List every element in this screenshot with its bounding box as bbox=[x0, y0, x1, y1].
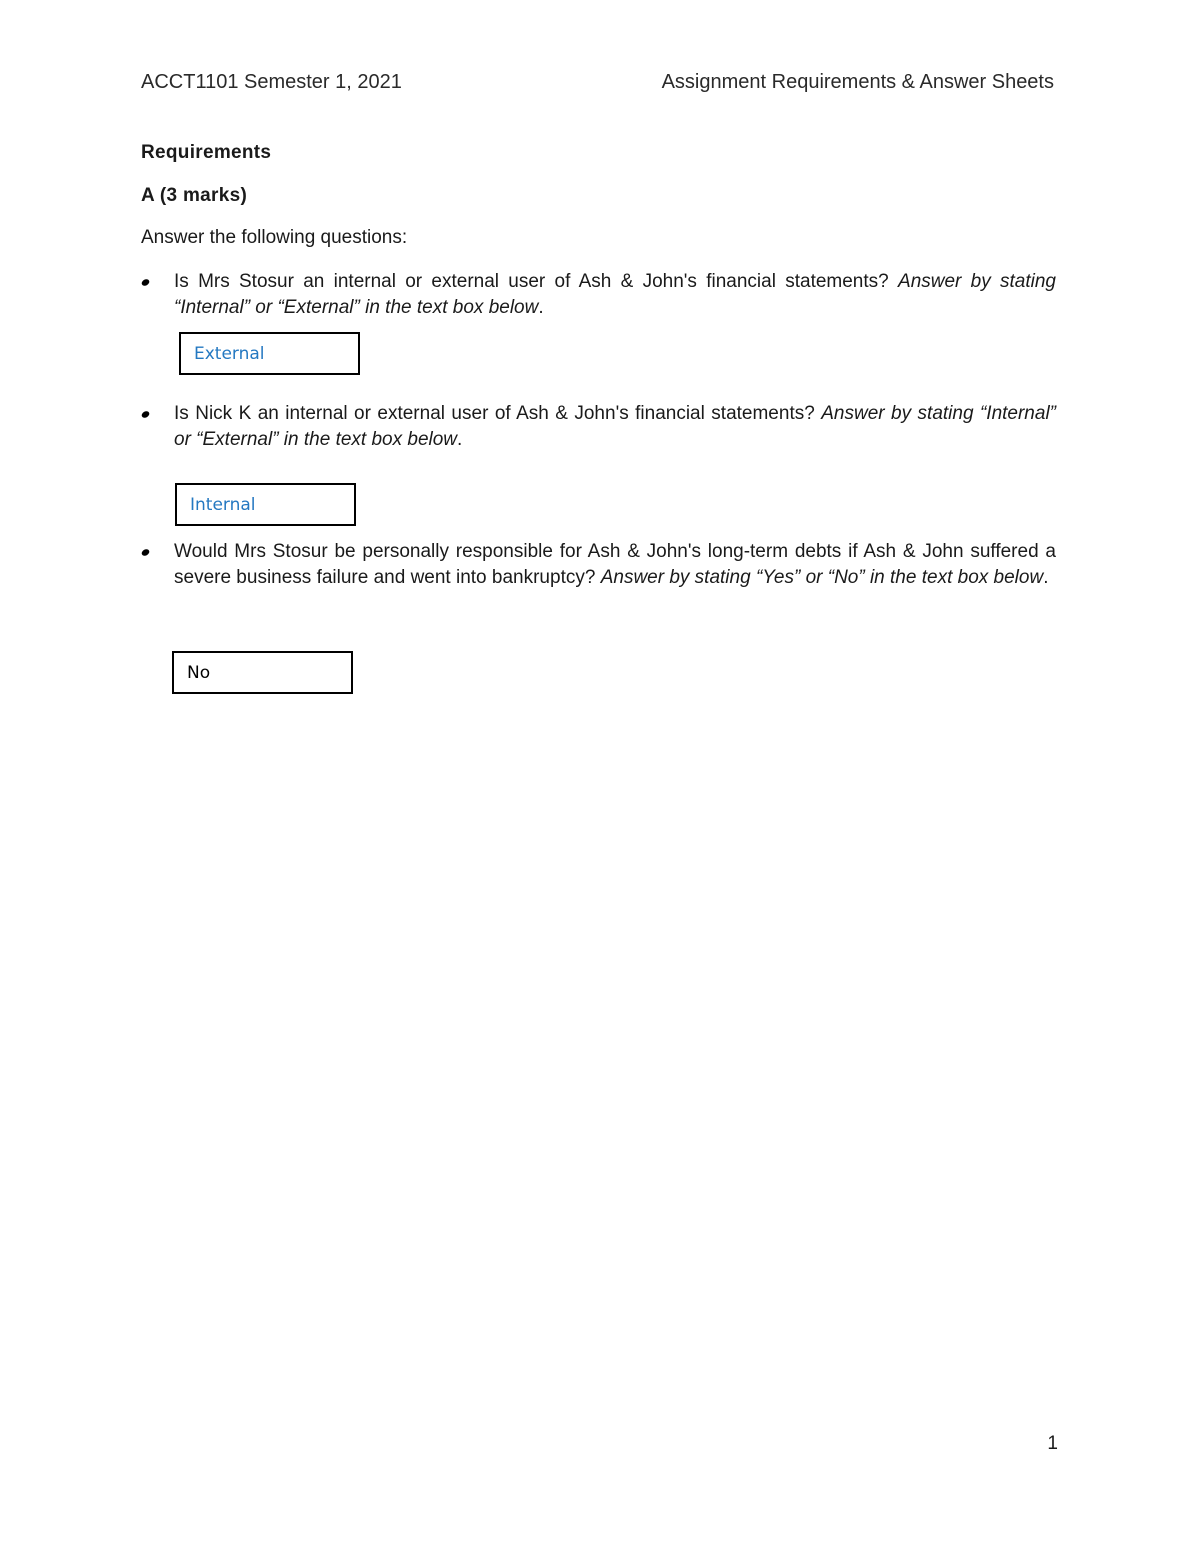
answer-box-3[interactable] bbox=[172, 651, 353, 694]
bullet-icon bbox=[141, 278, 150, 287]
header-course: ACCT1101 Semester 1, 2021 bbox=[141, 71, 402, 93]
question-2: Is Nick K an internal or external user of Ash & John's financial statements? Answer by stating “Internal” or “External” in the text box below. bbox=[174, 403, 1056, 450]
question-1-text: Is Mrs Stosur an internal or external user of Ash & John's financial statements? bbox=[174, 271, 899, 292]
answer-2-text: Internal bbox=[190, 494, 256, 515]
answer-1-text: External bbox=[194, 343, 265, 364]
question-2-instruction: Answer by stating “Internal” or “External” in the text box below bbox=[174, 403, 1056, 450]
answer-box-1[interactable] bbox=[179, 332, 360, 375]
question-3: Would Mrs Stosur be personally responsible for Ash & John's long-term debts if Ash & John suffered a severe business failure and went into bankruptcy? Answer by stating “Yes” or “No” in the text box below. bbox=[174, 541, 1056, 588]
answer-box-2[interactable] bbox=[175, 483, 356, 526]
page-number: 1 bbox=[1047, 1433, 1058, 1454]
question-2-text: Is Nick K an internal or external user of Ash & John's financial statements? bbox=[174, 403, 822, 424]
section-heading: A (3 marks) bbox=[141, 185, 248, 206]
requirements-heading: Requirements bbox=[141, 142, 272, 163]
intro-text: Answer the following questions: bbox=[141, 227, 408, 248]
header-title: Assignment Requirements & Answer Sheets bbox=[661, 71, 1054, 93]
question-3-text: Would Mrs Stosur be personally responsible for Ash & John's long-term debts if Ash & John suffered a severe business failure and went into bankruptcy? bbox=[174, 541, 1056, 588]
question-1: Is Mrs Stosur an internal or external user of Ash & John's financial statements? Answer by stating “Internal” or “External” in the text box below. bbox=[174, 271, 1056, 318]
bullet-icon bbox=[141, 548, 150, 557]
question-3-instruction: Answer by stating “Yes” or “No” in the text box below bbox=[600, 567, 1044, 588]
bullet-icon bbox=[141, 410, 150, 419]
answer-3-text: No bbox=[187, 662, 211, 683]
question-1-instruction: Answer by stating “Internal” or “External” in the text box below bbox=[174, 271, 1056, 318]
